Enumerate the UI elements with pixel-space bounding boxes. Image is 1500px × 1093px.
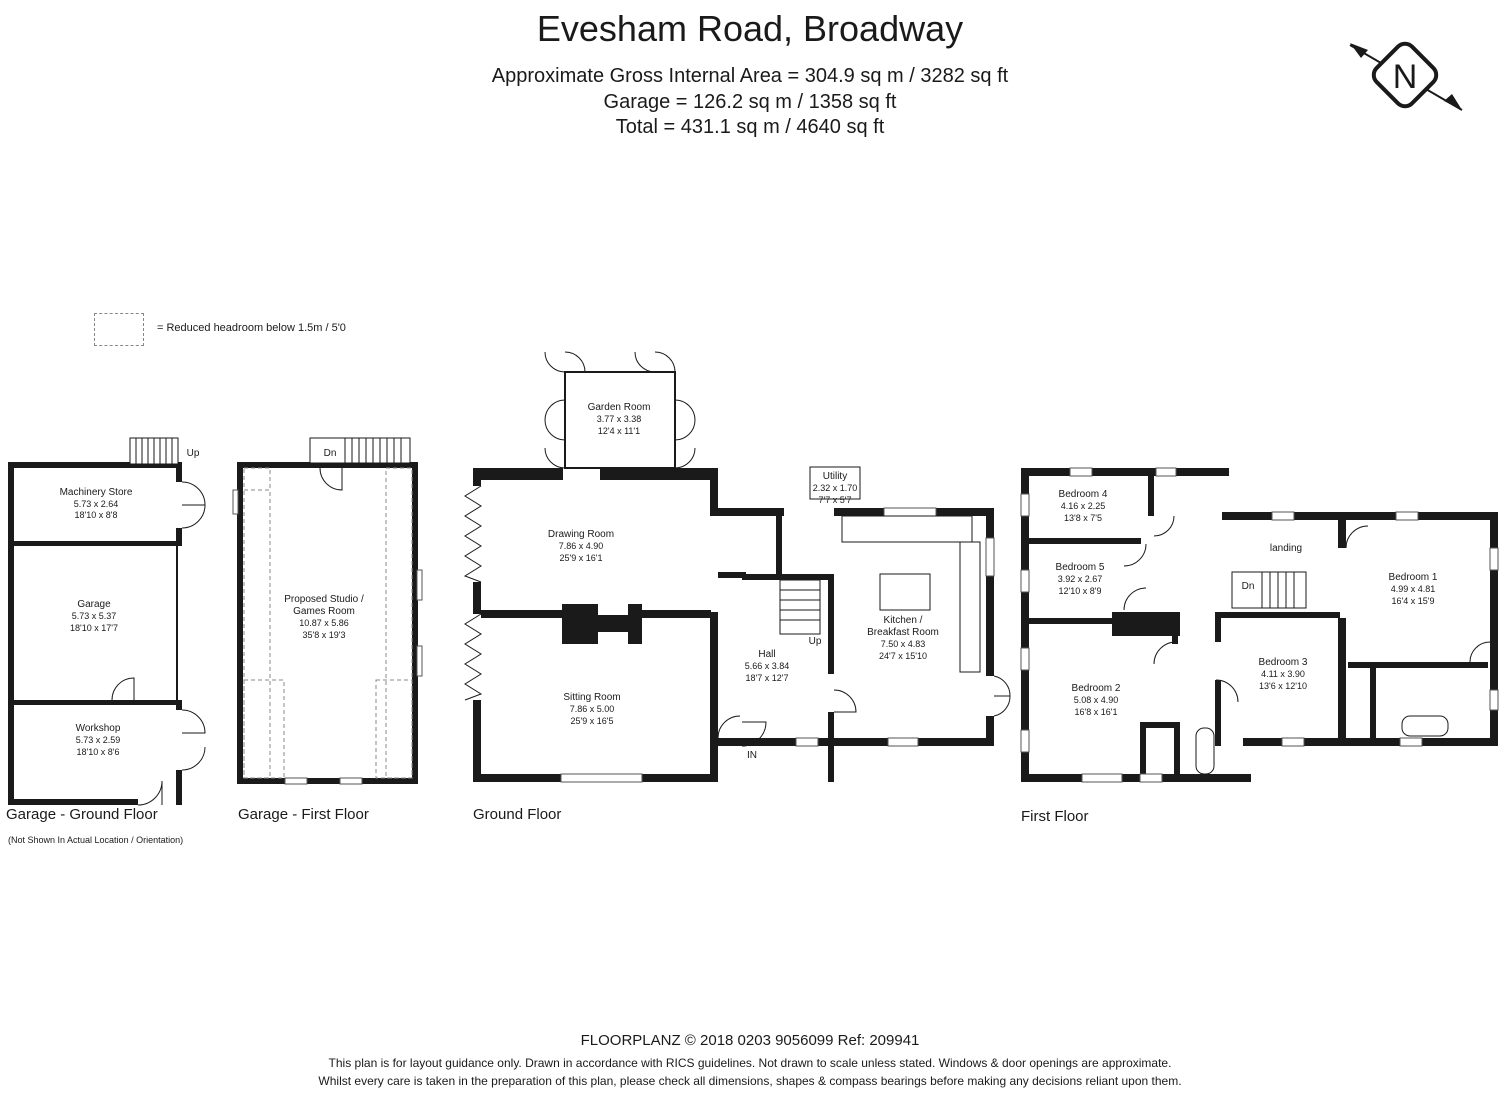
svg-text:13'6 x 12'10: 13'6 x 12'10	[1259, 681, 1307, 691]
entrance-in-label: IN	[747, 750, 757, 761]
svg-text:5.73 x 2.64: 5.73 x 2.64	[73, 499, 119, 509]
svg-text:Bedroom 4: Bedroom 4	[1058, 489, 1108, 500]
room-garden-room	[588, 402, 651, 436]
garage-ground-floor-label: Garage - Ground Floor	[6, 806, 158, 823]
svg-text:5.66 x 3.84: 5.66 x 3.84	[744, 661, 790, 671]
svg-text:2.32 x 1.70: 2.32 x 1.70	[812, 483, 858, 493]
svg-text:7.86 x 5.00: 7.86 x 5.00	[569, 704, 615, 714]
room-machinery-store	[60, 487, 133, 520]
svg-text:16'8 x 16'1: 16'8 x 16'1	[1074, 707, 1118, 717]
ground-floor-label: Ground Floor	[473, 806, 562, 823]
room-bedroom-3	[1259, 657, 1308, 691]
svg-text:Bedroom 2: Bedroom 2	[1071, 683, 1121, 694]
ground-floor-plan	[465, 352, 1010, 782]
svg-text:18'10 x 17'7: 18'10 x 17'7	[70, 623, 118, 633]
room-garage	[70, 599, 118, 633]
svg-text:24'7 x 15'10: 24'7 x 15'10	[879, 651, 927, 661]
svg-text:10.87 x 5.86: 10.87 x 5.86	[299, 618, 349, 628]
svg-text:25'9 x 16'5: 25'9 x 16'5	[570, 716, 614, 726]
svg-text:Workshop: Workshop	[75, 723, 121, 734]
room-workshop	[76, 723, 121, 757]
room-drawing-room	[548, 529, 614, 563]
room-studio	[284, 594, 364, 640]
svg-text:Breakfast Room: Breakfast Room	[867, 627, 939, 638]
svg-text:Drawing Room: Drawing Room	[547, 529, 615, 540]
svg-text:35'8 x 19'3: 35'8 x 19'3	[302, 630, 346, 640]
svg-text:Games Room: Games Room	[293, 606, 355, 617]
svg-text:18'7 x 12'7: 18'7 x 12'7	[745, 673, 789, 683]
svg-text:7.50 x 4.83: 7.50 x 4.83	[880, 639, 926, 649]
dn-label: Dn	[323, 448, 337, 459]
room-hall	[745, 649, 790, 683]
svg-text:Garage: Garage	[77, 599, 111, 610]
svg-text:18'10 x 8'8: 18'10 x 8'8	[74, 510, 118, 520]
svg-text:7'7 x 5'7: 7'7 x 5'7	[818, 495, 852, 505]
legend-text: = Reduced headroom below 1.5m / 5'0	[157, 322, 346, 334]
footer-disclaimer-2: Whilst every care is taken in the preparation of this plan, please check all dimensions, shapes & compass bearings before making any decisions reliant upon them.	[318, 1074, 1182, 1088]
room-sitting-room	[563, 692, 620, 726]
plan-title: Evesham Road, Broadway	[536, 8, 964, 49]
svg-text:13'8 x 7'5: 13'8 x 7'5	[1064, 513, 1102, 523]
svg-text:12'4 x 11'1: 12'4 x 11'1	[597, 426, 641, 436]
room-bedroom-1	[1389, 572, 1438, 606]
total-area: Total = 431.1 sq m / 4640 sq ft	[615, 116, 885, 138]
svg-text:4.99 x 4.81: 4.99 x 4.81	[1390, 584, 1436, 594]
svg-text:3.92 x 2.67: 3.92 x 2.67	[1057, 574, 1103, 584]
room-bedroom-2	[1072, 683, 1121, 717]
landing-stair-dn-label: Dn	[1241, 581, 1255, 592]
room-kitchen	[867, 615, 939, 661]
svg-text:Utility: Utility	[822, 471, 848, 482]
room-landing	[1270, 543, 1302, 554]
svg-text:12'10 x 8'9: 12'10 x 8'9	[1058, 586, 1102, 596]
svg-text:Bedroom 5: Bedroom 5	[1055, 562, 1105, 573]
gross-internal-area: Approximate Gross Internal Area = 304.9 sq m / 3282 sq ft	[491, 65, 1009, 87]
svg-text:4.16 x 2.25: 4.16 x 2.25	[1060, 501, 1106, 511]
svg-text:Bedroom 1: Bedroom 1	[1388, 572, 1438, 583]
svg-text:5.73 x 5.37: 5.73 x 5.37	[71, 611, 117, 621]
svg-text:16'4 x 15'9: 16'4 x 15'9	[1391, 596, 1435, 606]
compass-letter: N	[1392, 58, 1418, 96]
garage-location-note: (Not Shown In Actual Location / Orientation)	[8, 835, 184, 845]
svg-text:Garden Room: Garden Room	[587, 402, 651, 413]
svg-text:18'10 x 8'6: 18'10 x 8'6	[76, 747, 120, 757]
svg-text:7.86 x 4.90: 7.86 x 4.90	[558, 541, 604, 551]
svg-text:Machinery Store: Machinery Store	[59, 487, 133, 498]
svg-text:Proposed Studio /: Proposed Studio /	[284, 594, 364, 605]
svg-text:4.11 x 3.90: 4.11 x 3.90	[1261, 669, 1305, 679]
north-compass-icon	[1350, 40, 1462, 111]
svg-text:25'9 x 16'1: 25'9 x 16'1	[559, 553, 603, 563]
first-floor-label: First Floor	[1021, 808, 1089, 825]
room-bedroom-4	[1059, 489, 1108, 523]
footer-disclaimer-1: This plan is for layout guidance only. Drawn in accordance with RICS guidelines. Not drawn to scale unless stated. Windows & door openings are approximate.	[328, 1056, 1172, 1070]
hall-stair-up-label: Up	[808, 636, 822, 647]
svg-text:Sitting Room: Sitting Room	[563, 692, 621, 703]
svg-text:Hall: Hall	[758, 649, 776, 660]
svg-text:3.77 x 3.38: 3.77 x 3.38	[596, 414, 642, 424]
svg-text:Kitchen /: Kitchen /	[883, 615, 923, 626]
svg-text:5.08 x 4.90: 5.08 x 4.90	[1073, 695, 1119, 705]
garage-area: Garage = 126.2 sq m / 1358 sq ft	[603, 91, 897, 113]
svg-text:5.73 x 2.59: 5.73 x 2.59	[75, 735, 121, 745]
svg-text:Bedroom 3: Bedroom 3	[1258, 657, 1308, 668]
room-bedroom-5	[1056, 562, 1105, 596]
footer-company-ref: FLOORPLANZ © 2018 0203 9056099 Ref: 209941	[580, 1032, 920, 1049]
up-label: Up	[186, 448, 200, 459]
garage-first-floor-label: Garage - First Floor	[238, 806, 369, 823]
svg-text:landing: landing	[1269, 543, 1303, 554]
